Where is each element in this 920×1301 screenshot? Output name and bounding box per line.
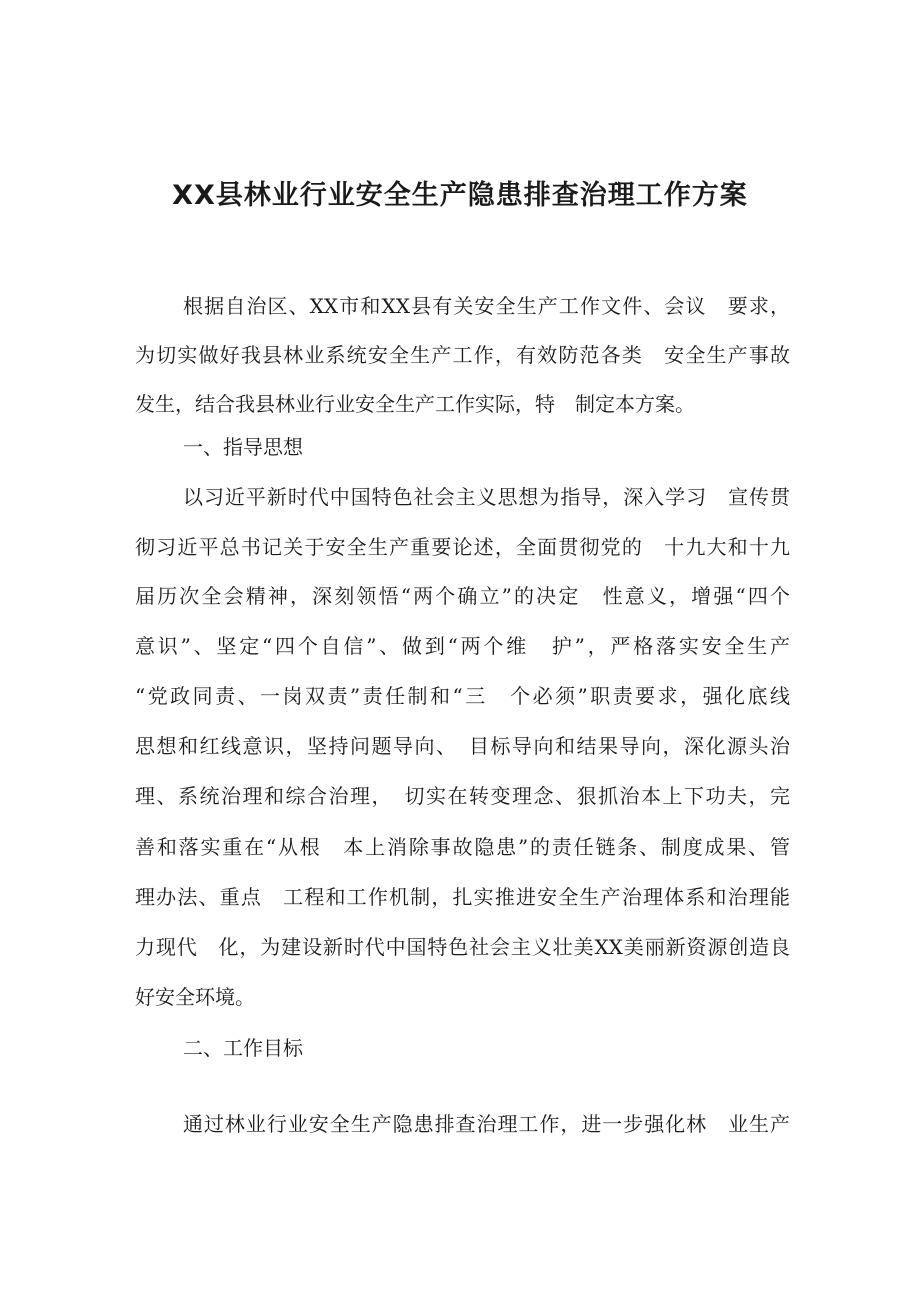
section1-line-9: 理办法、重点 工程和工作机制，扎实推进安全生产治理体系和治理能 (135, 885, 790, 909)
intro-line-2: 为切实做好我县林业系统安全生产工作，有效防范各类 安全生产事故 (135, 343, 790, 367)
section1-line-8: 善和落实重在“从根 本上消除事故隐患”的责任链条、制度成果、管 (135, 835, 790, 859)
intro-line-1: 根据自治区、XX市和XX县有关安全生产工作文件、会议 要求， (183, 294, 790, 318)
section1-line-4: 意识”、坚定“四个自信”、做到“两个维 护”，严格落实安全生产 (135, 634, 790, 658)
section2-line-1: 通过林业行业安全生产隐患排查治理工作，进一步强化林 业生产 (183, 1112, 790, 1136)
section1-line-3: 届历次全会精神，深刻领悟“两个确立”的决定 性意义，增强“四个 (135, 584, 790, 608)
section1-line-6: 思想和红线意识，坚持问题导向、 目标导向和结果导向，深化源头治 (135, 734, 790, 758)
document-title: XX县林业行业安全生产隐患排查治理工作方案 (172, 180, 748, 211)
section-heading-work-goals: 二、工作目标 (183, 1036, 303, 1060)
section1-line-7: 理、系统治理和综合治理， 切实在转变理念、狠抓治本上下功夫，完 (135, 784, 790, 808)
section1-line-2: 彻习近平总书记关于安全生产重要论述，全面贯彻党的 十九大和十九 (135, 535, 790, 559)
intro-line-3: 发生，结合我县林业行业安全生产工作实际，特 制定本方案。 (135, 392, 695, 416)
section1-line-5: “党政同责、一岗双责”责任制和“三 个必须”职责要求，强化底线 (135, 684, 790, 708)
section-heading-guiding-thought: 一、指导思想 (183, 435, 303, 459)
section1-line-1: 以习近平新时代中国特色社会主义思想为指导，深入学习 宣传贯 (183, 485, 790, 509)
section1-line-11: 好安全环境。 (135, 985, 255, 1009)
section1-line-10: 力现代 化，为建设新时代中国特色社会主义壮美XX美丽新资源创造良 (135, 935, 790, 959)
